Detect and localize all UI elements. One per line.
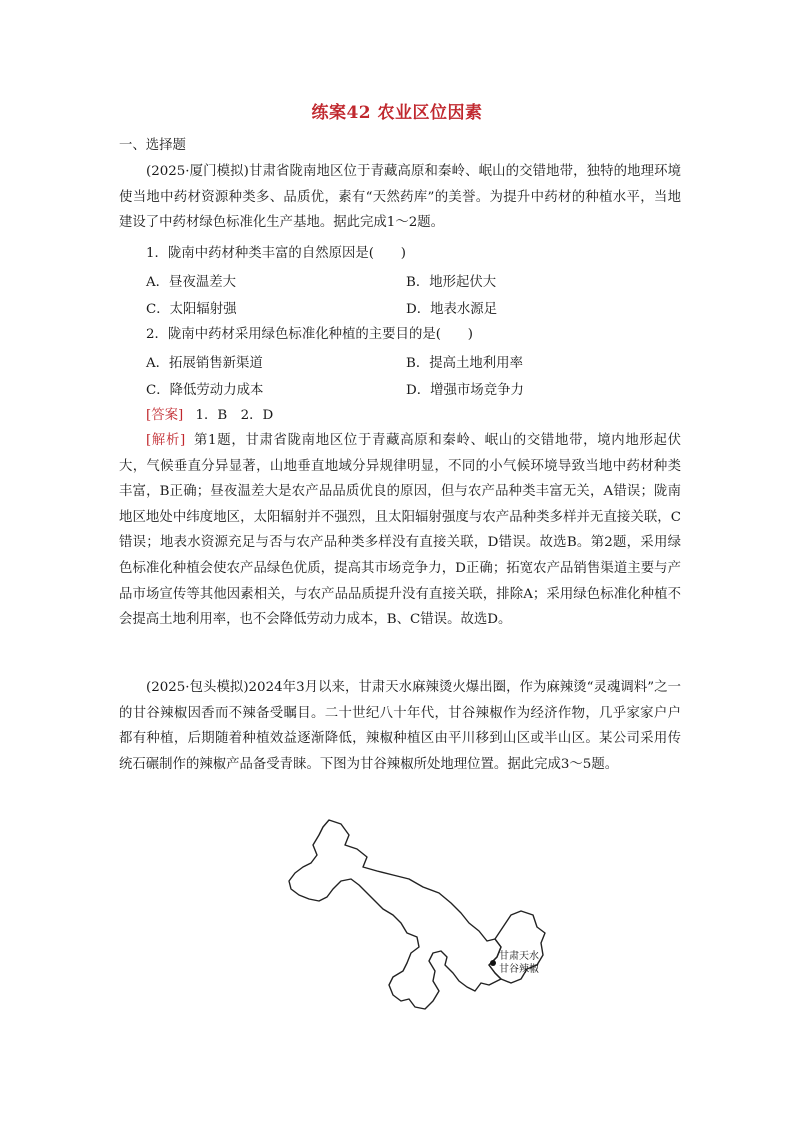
- passage-1: (2025·厦门模拟)甘肃省陇南地区位于青藏高原和秦岭、岷山的交错地带，独特的地理环境使当地中药材资源种类多、品质优，素有“天然药库”的美誉。为提升中药材的种植水平，当地建设了中药材绿色标准化生产基地。据此完成1～2题。: [119, 164, 681, 231]
- tianshui-location-marker: [490, 960, 496, 966]
- question-1-option-d: D．地表水源足: [406, 302, 498, 317]
- page-title: 练案42 农业区位因素: [311, 103, 483, 123]
- question-1-stem: 1．陇南中药材种类丰富的自然原因是( ): [146, 246, 406, 261]
- analysis-paragraph: [119, 428, 681, 633]
- passage-2: (2025·包头模拟)2024年3月以来，甘肃天水麻辣烫火爆出圈，作为麻辣烫“灵魂调料”之一的甘谷辣椒因香而不辣备受瞩目。二十世纪八十年代，甘谷辣椒作为经济作物，几乎家家户户都有种植，后期随着种植效益逐渐降低，辣椒种植区由平川移到山区或半山区。某公司采用传统石碾制作的辣椒产品备受青睐。下图为甘谷辣椒所处地理位置。据此完成3～5题。: [119, 680, 681, 772]
- question-2-option-c: C．降低劳动力成本: [146, 383, 264, 398]
- question-2-stem: 2．陇南中药材采用绿色标准化种植的主要目的是( ): [146, 327, 473, 342]
- question-2-option-a: A．拓展销售新渠道: [146, 356, 263, 371]
- analysis-text: 第1题，甘肃省陇南地区位于青藏高原和秦岭、岷山的交错地带，境内地形起伏大，气候垂直分异显著，山地垂直地域分异规律明显，不同的小气候环境导致当地中药材种类丰富，B正确；昼夜温差大是农产品品质优良的原因，但与农产品种类丰富无关，A错误；陇南地区地处中纬度地区，太阳辐射并不强烈，且太阳辐射强度与农产品种类多样并无直接关联，C错误；地表水资源充足与否与农产品种类多样没有直接关联，D错误。故选B。第2题，采用绿色标准化种植会使农产品绿色优质，提高其市场竞争力，D正确；拓宽农产品销售渠道主要与产品市场宣传等其他因素相关，与农产品品质提升没有直接关联，排除A；采用绿色标准化种植不会提高土地利用率，也不会降低劳动力成本，B、C错误。故选D。: [119, 433, 681, 628]
- question-1-option-c: C．太阳辐射强: [146, 302, 237, 317]
- map-label-gangu-pepper: 甘谷辣椒: [499, 964, 539, 975]
- answer-line: [146, 406, 273, 426]
- section-heading: 一、选择题: [119, 138, 186, 153]
- gansu-location-map: [283, 815, 553, 1015]
- gansu-province-outline: [289, 820, 501, 1009]
- map-label-tianshui: 甘肃天水: [499, 951, 539, 962]
- question-1-option-b: B．地形起伏大: [406, 275, 497, 290]
- question-2-option-d: D．增强市场竞争力: [406, 383, 524, 398]
- question-2-option-b: B．提高土地利用率: [406, 356, 523, 371]
- analysis-label: [解析]: [146, 433, 186, 448]
- answer-label: [答案]: [146, 408, 184, 423]
- question-1-option-a: A．昼夜温差大: [146, 275, 237, 290]
- answer-text: 1．B 2．D: [195, 408, 274, 423]
